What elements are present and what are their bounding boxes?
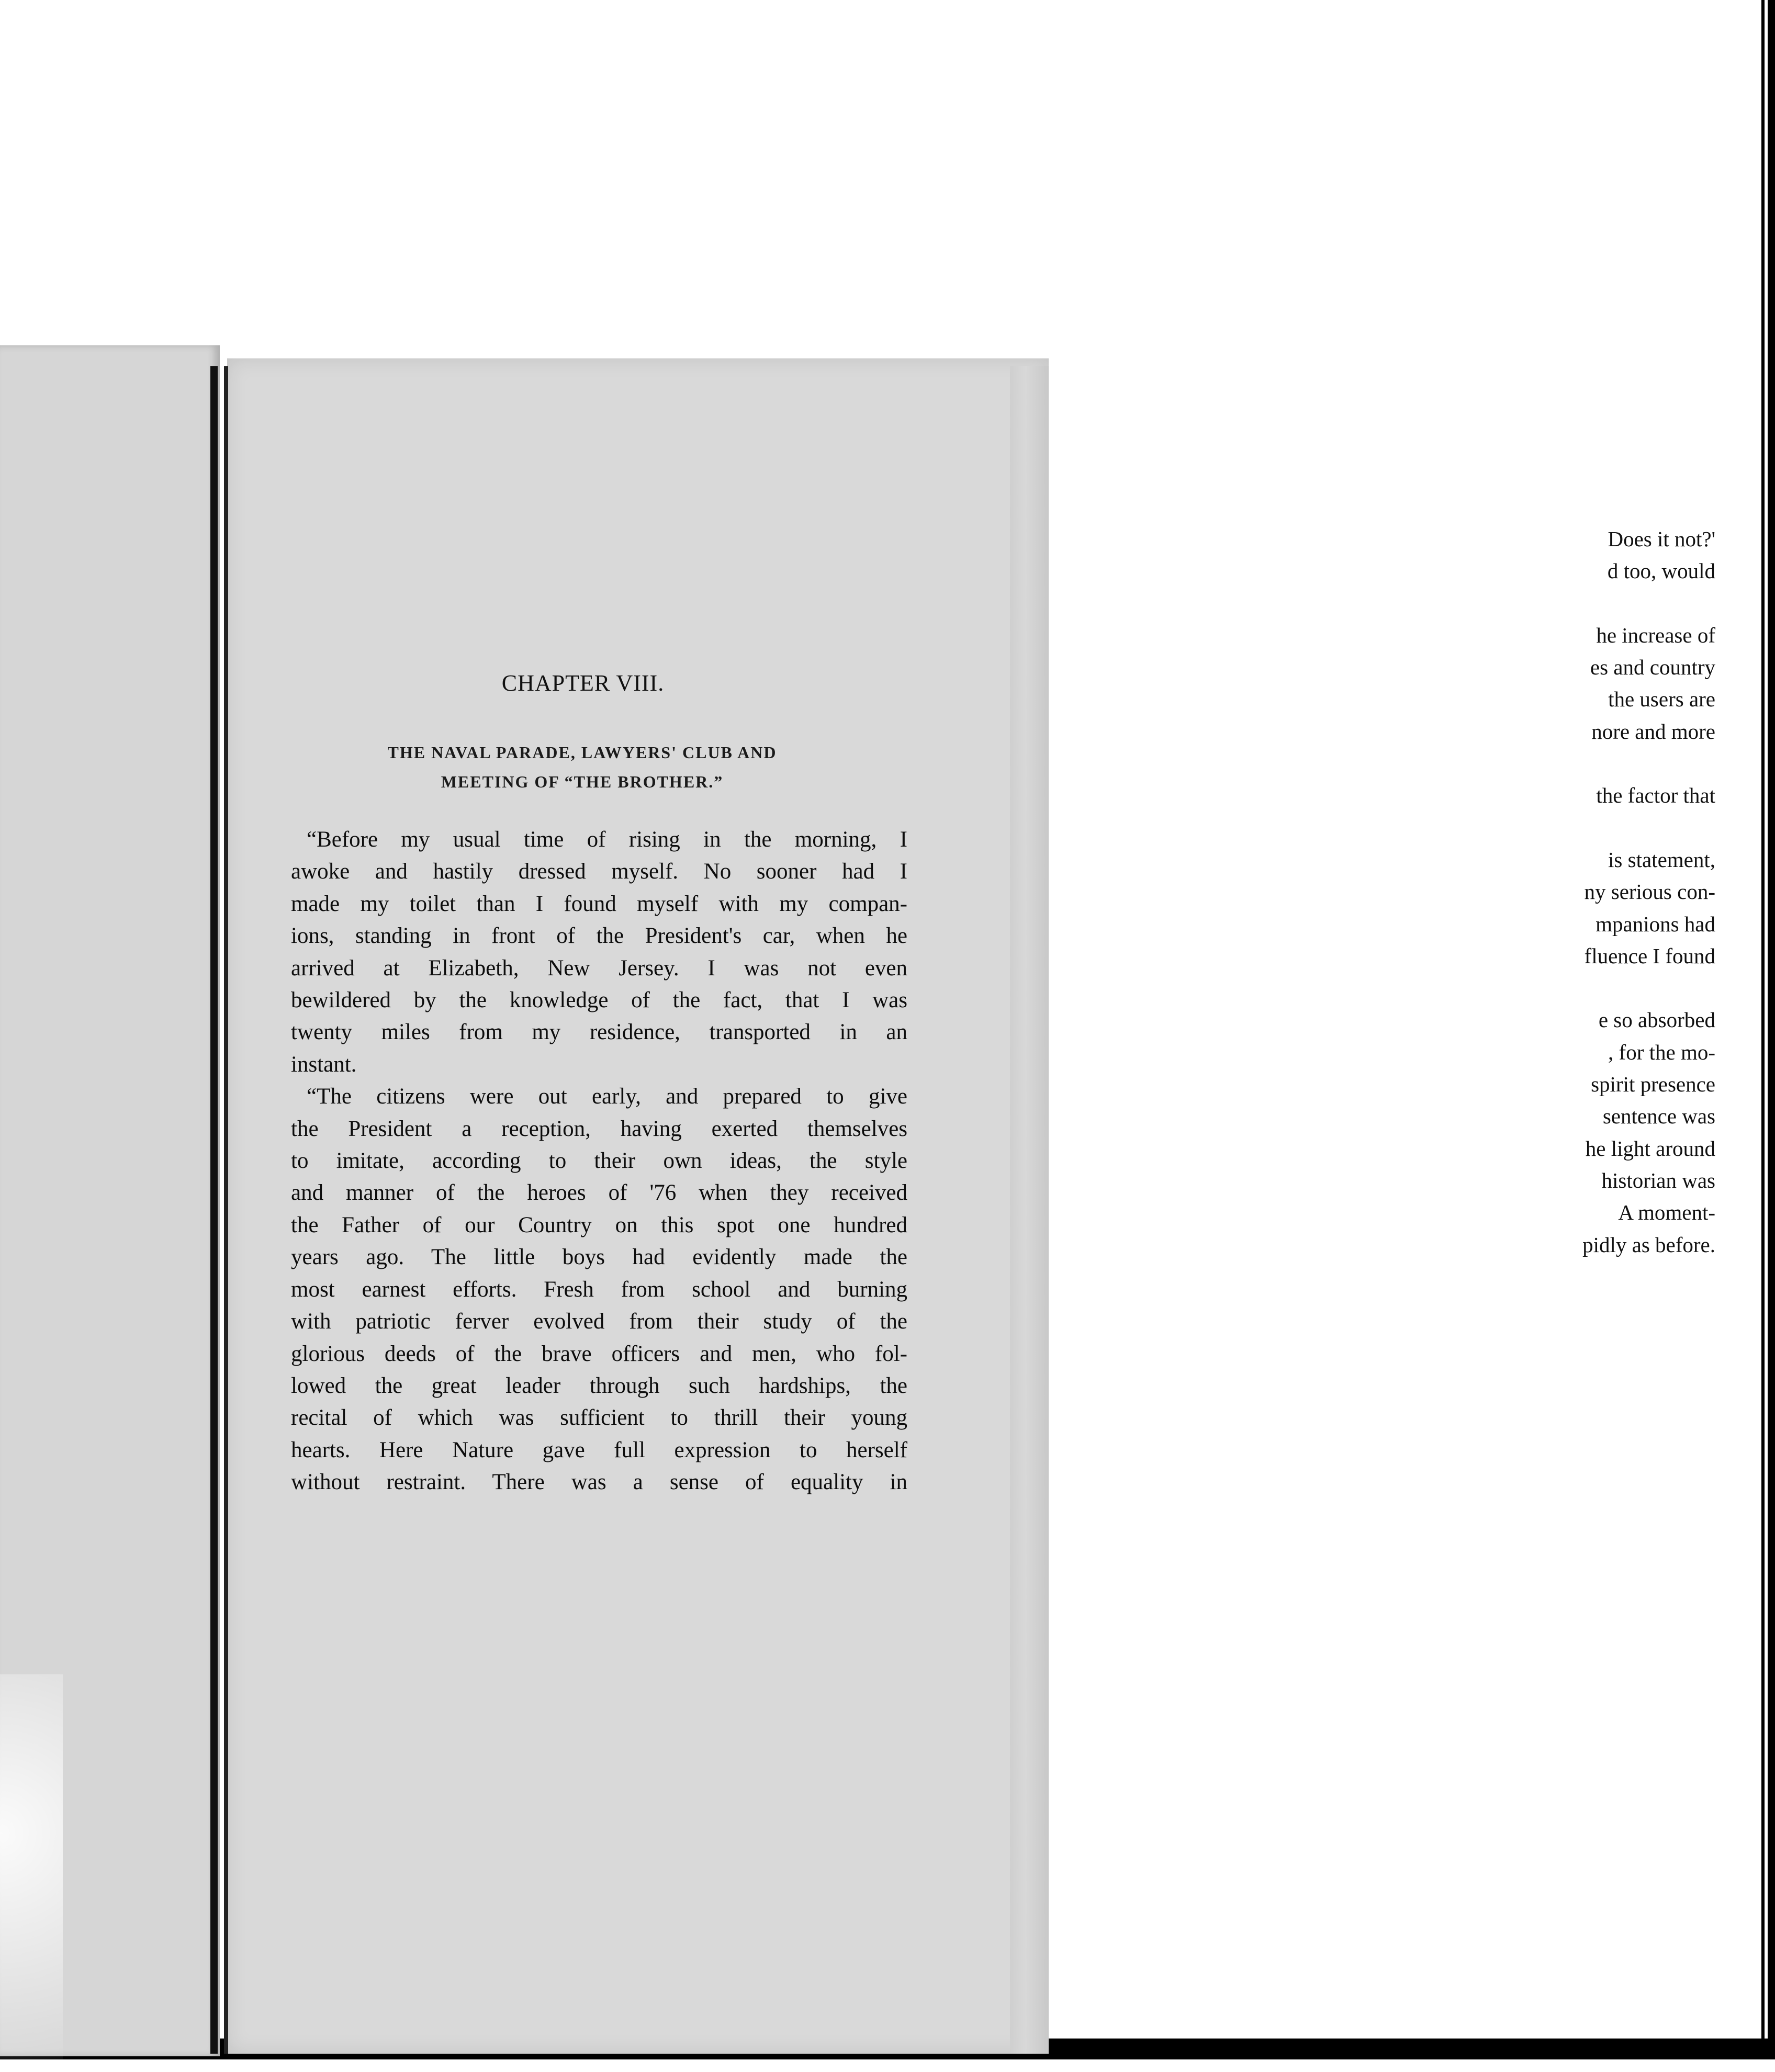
left-line: mpanions had (1596, 911, 1715, 936)
right-page-edge (1010, 366, 1049, 2054)
body-line: the Father of our Country on this spot one hundred (291, 1212, 907, 1237)
left-line: spirit presence (1591, 1072, 1715, 1097)
left-line: nore and more (1591, 719, 1715, 744)
left-line-gap (1496, 748, 1715, 780)
left-line-gap (1496, 972, 1715, 1004)
left-line: ny serious con- (1584, 880, 1715, 904)
film-frame-right-inner-edge (1761, 0, 1765, 2059)
left-line: pidly as before. (1582, 1232, 1715, 1257)
body-line: awoke and hastily dressed myself. No sooner had I (291, 859, 907, 884)
body-line: to imitate, according to their own ideas, the style (291, 1148, 907, 1174)
body-line: the President a reception, having exerted themselves (291, 1116, 907, 1141)
left-line: is statement, (1608, 847, 1715, 872)
left-line: sentence was (1602, 1104, 1715, 1129)
body-line: and manner of the heroes of '76 when they received (291, 1180, 907, 1206)
left-line: d too, would (1607, 559, 1715, 583)
book-spine (210, 366, 218, 2054)
left-line: , for the mo- (1608, 1040, 1715, 1064)
left-page-glare (0, 1674, 63, 2072)
body-line: twenty miles from my residence, transported in an (291, 1020, 907, 1045)
chapter-subtitle-line: THE NAVAL PARADE, LAWYERS' CLUB AND (387, 743, 777, 762)
left-line: fluence I found (1584, 943, 1715, 968)
book-spine-gutter (224, 366, 228, 2054)
chapter-subtitle-line: MEETING OF “THE BROTHER.” (441, 772, 724, 791)
body-line: ions, standing in front of the President's car, when he (291, 924, 907, 949)
body-line: bewildered by the knowledge of the fact, that I was (291, 988, 907, 1013)
left-line-gap (1496, 588, 1715, 620)
body-line: glorious deeds of the brave officers and men, who fol- (291, 1341, 907, 1366)
body-line: without restraint. There was a sense of equality in (291, 1470, 907, 1495)
chapter-subtitle (324, 738, 840, 796)
left-line: the factor that (1596, 783, 1715, 808)
body-line: recital of which was sufficient to thrill their young (291, 1405, 907, 1431)
film-frame-right-edge (1768, 0, 1775, 2059)
body-line: lowed the great leader through such hardships, the (291, 1373, 907, 1398)
chapter-title: CHAPTER VIII. (501, 670, 665, 696)
left-line: he increase of (1596, 623, 1715, 647)
left-page-text (1496, 523, 1715, 1261)
left-line: e so absorbed (1598, 1008, 1715, 1032)
body-line: made my toilet than I found myself with my compan- (291, 891, 907, 916)
body-line: hearts. Here Nature gave full expression to herself (291, 1437, 907, 1462)
left-line: es and country (1590, 655, 1715, 680)
body-line: “The citizens were out early, and prepared to give (307, 1084, 907, 1109)
body-line: instant. (291, 1052, 357, 1077)
body-line: arrived at Elizabeth, New Jersey. I was not even (291, 955, 907, 981)
left-line: he light around (1585, 1136, 1715, 1161)
body-line: most earnest efforts. Fresh from school and burning (291, 1277, 907, 1302)
chapter-body (291, 824, 907, 1499)
body-line: “Before my usual time of rising in the morning, I (307, 827, 907, 852)
left-line: the users are (1608, 687, 1715, 712)
body-line: years ago. The little boys had evidently made the (291, 1245, 907, 1270)
left-line: historian was (1601, 1168, 1715, 1192)
left-line: A moment- (1618, 1200, 1715, 1225)
left-line: Does it not?' (1608, 527, 1715, 551)
left-line-gap (1496, 812, 1715, 844)
body-line: with patriotic ferver evolved from their study of the (291, 1309, 907, 1334)
